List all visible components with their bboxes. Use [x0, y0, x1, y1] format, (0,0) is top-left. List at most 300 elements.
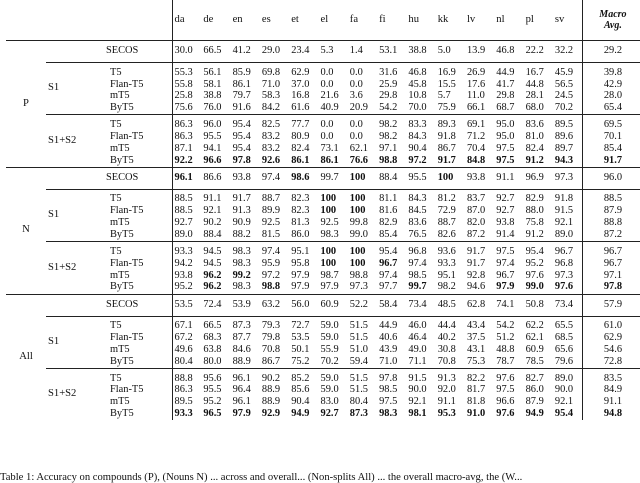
cell-value: 90.2 [261, 372, 281, 384]
cell-value: 50.1 [291, 343, 310, 355]
cell-value: 82.7 [525, 372, 544, 384]
cell-lv [465, 217, 494, 229]
cell-fa [348, 79, 377, 91]
cell-value: 11.0 [466, 90, 485, 102]
cell-fa [348, 115, 377, 131]
cell-value: 22.2 [525, 45, 544, 57]
cell-value: 61.0 [603, 320, 623, 332]
cell-macro-avg [582, 91, 640, 103]
cell-value: 72.8 [603, 355, 623, 367]
cell-value: 46.8 [496, 45, 515, 57]
cell-pl [524, 282, 553, 294]
cell-en [231, 408, 260, 420]
cell-fi [377, 91, 406, 103]
cell-value: 98.5 [408, 269, 427, 281]
cell-value: 71.0 [379, 355, 398, 367]
header-lang-hu: hu [406, 0, 435, 41]
cell-value: 65.6 [554, 343, 574, 355]
cell-fa [348, 189, 377, 205]
cell-value: 72.4 [203, 298, 222, 310]
cell-el [319, 103, 348, 115]
cell-el [319, 408, 348, 420]
cell-value: 99.0 [525, 281, 544, 293]
cell-kk [436, 385, 465, 397]
cell-value: 91.3 [437, 372, 456, 384]
cell-value: 60.9 [525, 343, 544, 355]
cell-value: 85.4 [379, 229, 398, 240]
cell-fi [377, 115, 406, 131]
cell-macro-avg [582, 217, 640, 229]
cell-value: 98.3 [379, 408, 398, 420]
cell-value: 92.5 [320, 217, 339, 229]
cell-da [172, 115, 201, 131]
cell-value: 16.9 [437, 66, 456, 78]
cell-hu [406, 397, 435, 409]
cell-value: 88.5 [174, 205, 193, 217]
cell-value: 30.0 [174, 45, 193, 57]
cell-hu [406, 79, 435, 91]
cell-et [289, 189, 318, 205]
cell-lv [465, 294, 494, 316]
cell-value: 81.3 [291, 217, 310, 229]
cell-el [319, 332, 348, 344]
cell-lv [465, 167, 494, 189]
cell-el [319, 79, 348, 91]
cell-et [289, 242, 318, 258]
cell-sv [553, 41, 582, 63]
cell-value: 0.0 [349, 119, 363, 131]
header-lang-lv: lv [465, 0, 494, 41]
cell-value: 88.2 [232, 229, 251, 240]
cell-value: 92.7 [320, 408, 339, 420]
cell-macro-avg [582, 131, 640, 143]
cell-el [319, 63, 348, 79]
cell-value: 83.7 [466, 193, 486, 205]
cell-en [231, 229, 260, 241]
cell-es [260, 206, 289, 218]
cell-value: 53.5 [174, 298, 193, 310]
cell-macro-avg [582, 356, 640, 368]
cell-value: 24.5 [554, 90, 574, 102]
cell-fa [348, 397, 377, 409]
cell-value: 97.2 [408, 154, 427, 166]
cell-sv [553, 103, 582, 115]
cell-value: 99.7 [320, 172, 339, 184]
table-row [6, 115, 640, 131]
cell-value: 94.6 [466, 281, 486, 293]
cell-value: 91.8 [554, 193, 574, 205]
cell-et [289, 155, 318, 167]
cell-value: 91.1 [437, 396, 456, 408]
table-row [6, 63, 640, 79]
cell-value: 95.1 [291, 245, 310, 257]
cell-nl [494, 270, 523, 282]
cell-value: 98.5 [379, 384, 398, 396]
subgroup-label: S1+S2 [46, 115, 106, 167]
cell-value: 45.8 [408, 78, 427, 90]
cell-value: 88.8 [174, 372, 193, 384]
cell-es [260, 344, 289, 356]
cell-value: 50.8 [525, 298, 544, 310]
cell-value: 97.5 [496, 142, 515, 154]
cell-es [260, 258, 289, 270]
cell-pl [524, 270, 553, 282]
cell-value: 97.4 [408, 257, 427, 269]
cell-et [289, 408, 318, 420]
cell-value: 88.9 [261, 396, 281, 408]
cell-value: 49.6 [174, 343, 193, 355]
cell-value: 89.0 [554, 372, 574, 384]
cell-fa [348, 143, 377, 155]
cell-et [289, 316, 318, 332]
cell-value: 97.6 [496, 408, 515, 420]
subgroup-blank [46, 167, 106, 189]
cell-value: 88.5 [174, 193, 193, 205]
cell-et [289, 385, 318, 397]
cell-nl [494, 332, 523, 344]
cell-value: 80.4 [349, 396, 368, 408]
cell-hu [406, 155, 435, 167]
cell-value: 92.7 [174, 217, 193, 229]
cell-pl [524, 143, 553, 155]
group-label: All [6, 294, 46, 420]
cell-value: 97.5 [379, 396, 398, 408]
cell-value: 97.9 [291, 269, 310, 281]
cell-value: 91.7 [603, 154, 623, 166]
cell-es [260, 408, 289, 420]
cell-en [231, 103, 260, 115]
cell-value: 0.0 [320, 119, 334, 131]
cell-value: 97.5 [496, 154, 515, 166]
cell-nl [494, 397, 523, 409]
cell-sv [553, 356, 582, 368]
cell-value: 88.7 [437, 217, 456, 229]
cell-lv [465, 155, 494, 167]
cell-value: 51.5 [349, 332, 368, 344]
model-name: mT5 [110, 343, 130, 355]
cell-value: 91.7 [232, 193, 251, 205]
cell-es [260, 79, 289, 91]
cell-da [172, 242, 201, 258]
cell-pl [524, 91, 553, 103]
header-lang-da: da [172, 0, 201, 41]
cell-value: 68.0 [525, 102, 544, 114]
cell-fa [348, 217, 377, 229]
cell-es [260, 103, 289, 115]
cell-value: 76.6 [349, 154, 368, 166]
cell-value: 75.6 [174, 102, 193, 114]
cell-pl [524, 115, 553, 131]
cell-sv [553, 258, 582, 270]
header-lang-de: de [201, 0, 230, 41]
cell-value: 58.1 [203, 78, 222, 90]
cell-es [260, 368, 289, 384]
cell-pl [524, 41, 553, 63]
cell-value: 26.9 [466, 66, 486, 78]
cell-value: 96.9 [525, 172, 544, 184]
cell-da [172, 103, 201, 115]
cell-nl [494, 131, 523, 143]
cell-lv [465, 115, 494, 131]
cell-macro-avg [582, 270, 640, 282]
header-lang-fa: fa [348, 0, 377, 41]
group-label: P [6, 41, 46, 168]
cell-value: 69.1 [466, 119, 486, 131]
cell-value: 95.2 [525, 257, 544, 269]
cell-value: 73.4 [408, 298, 427, 310]
cell-value: 86.3 [174, 384, 193, 396]
cell-da [172, 167, 201, 189]
cell-value: 88.9 [232, 355, 251, 367]
header-lang-nl: nl [494, 0, 523, 41]
cell-macro-avg [582, 294, 640, 316]
cell-kk [436, 344, 465, 356]
cell-fi [377, 356, 406, 368]
cell-da [172, 91, 201, 103]
cell-el [319, 155, 348, 167]
cell-value: 82.4 [525, 142, 544, 154]
cell-de [201, 131, 230, 143]
header-lang-pl: pl [524, 0, 553, 41]
cell-en [231, 294, 260, 316]
cell-value: 97.6 [554, 281, 574, 293]
cell-macro-avg [582, 242, 640, 258]
cell-lv [465, 242, 494, 258]
cell-hu [406, 332, 435, 344]
cell-value: 51.5 [349, 372, 368, 384]
cell-value: 44.9 [379, 320, 398, 332]
cell-en [231, 316, 260, 332]
cell-en [231, 115, 260, 131]
cell-da [172, 131, 201, 143]
cell-value: 82.6 [437, 229, 456, 240]
cell-value: 88.0 [525, 205, 544, 217]
cell-et [289, 115, 318, 131]
cell-value: 65.4 [603, 102, 623, 114]
model-name: T5 [106, 242, 172, 258]
cell-lv [465, 344, 494, 356]
cell-en [231, 344, 260, 356]
cell-fa [348, 258, 377, 270]
cell-value: 74.1 [496, 298, 515, 310]
cell-et [289, 356, 318, 368]
cell-value: 87.0 [466, 205, 486, 217]
cell-macro-avg [582, 143, 640, 155]
subgroup-label: S1 [46, 189, 106, 241]
cell-value: 70.2 [320, 355, 339, 367]
cell-hu [406, 242, 435, 258]
cell-value: 73.4 [554, 298, 574, 310]
cell-macro-avg [582, 103, 640, 115]
cell-en [231, 155, 260, 167]
cell-sv [553, 63, 582, 79]
cell-hu [406, 167, 435, 189]
cell-sv [553, 385, 582, 397]
cell-lv [465, 103, 494, 115]
cell-macro-avg [582, 258, 640, 270]
cell-es [260, 356, 289, 368]
cell-value: 80.0 [203, 355, 222, 367]
cell-el [319, 189, 348, 205]
cell-value: 62.1 [349, 142, 368, 154]
cell-lv [465, 270, 494, 282]
model-name: T5 [106, 316, 172, 332]
cell-value: 45.9 [554, 66, 574, 78]
cell-value: 43.4 [466, 320, 486, 332]
cell-value: 92.7 [496, 205, 515, 217]
cell-value: 90.4 [291, 396, 310, 408]
cell-en [231, 41, 260, 63]
subgroup-blank [46, 294, 106, 316]
cell-value: 91.1 [603, 396, 623, 408]
cell-macro-avg [582, 397, 640, 409]
cell-value: 68.5 [554, 332, 574, 344]
cell-value: 95.3 [437, 408, 456, 420]
model-name: SECOS [106, 41, 172, 63]
cell-value: 91.5 [408, 372, 427, 384]
cell-es [260, 229, 289, 241]
cell-kk [436, 217, 465, 229]
cell-lv [465, 408, 494, 420]
cell-lv [465, 397, 494, 409]
cell-pl [524, 229, 553, 241]
cell-value: 93.8 [496, 217, 515, 229]
cell-de [201, 385, 230, 397]
cell-kk [436, 282, 465, 294]
cell-value: 59.0 [320, 320, 339, 332]
model-name: mT5 [110, 396, 130, 408]
cell-sv [553, 270, 582, 282]
cell-value: 75.2 [291, 355, 310, 367]
cell-value: 5.3 [320, 45, 334, 57]
cell-value: 79.6 [554, 355, 574, 367]
cell-value: 95.9 [261, 257, 281, 269]
cell-macro-avg [582, 408, 640, 420]
cell-value: 93.8 [466, 172, 486, 184]
cell-value: 83.6 [408, 217, 427, 229]
cell-value: 91.7 [466, 257, 486, 269]
cell-hu [406, 385, 435, 397]
cell-value: 75.9 [437, 102, 456, 114]
cell-value: 82.3 [291, 205, 310, 217]
cell-el [319, 217, 348, 229]
cell-value: 97.9 [496, 281, 515, 293]
cell-fi [377, 189, 406, 205]
cell-value: 32.2 [554, 45, 574, 57]
cell-hu [406, 282, 435, 294]
cell-da [172, 79, 201, 91]
cell-sv [553, 155, 582, 167]
cell-value: 97.4 [261, 172, 281, 184]
cell-value: 10.8 [408, 90, 427, 102]
model-name: mT5 [110, 217, 130, 229]
cell-value: 82.9 [379, 217, 398, 229]
cell-value: 100 [320, 205, 337, 217]
cell-nl [494, 79, 523, 91]
cell-value: 96.6 [203, 154, 222, 166]
cell-en [231, 332, 260, 344]
header-macro-line2: Avg. [603, 20, 622, 31]
model-name: T5 [106, 115, 172, 131]
cell-value: 95.0 [496, 130, 515, 142]
cell-value: 89.9 [261, 205, 281, 217]
cell-value: 70.2 [554, 102, 574, 114]
cell-es [260, 143, 289, 155]
cell-value: 82.4 [291, 142, 310, 154]
cell-value: 86.1 [232, 78, 251, 90]
cell-el [319, 91, 348, 103]
cell-value: 95.1 [437, 269, 456, 281]
cell-value: 40.2 [437, 332, 456, 344]
cell-value: 23.4 [291, 45, 310, 57]
cell-el [319, 397, 348, 409]
cell-value: 51.5 [349, 320, 368, 332]
cell-pl [524, 79, 553, 91]
cell-fi [377, 63, 406, 79]
cell-da [172, 294, 201, 316]
cell-value: 89.0 [554, 229, 574, 240]
cell-value: 85.9 [232, 66, 251, 78]
cell-et [289, 143, 318, 155]
cell-value: 41.7 [496, 78, 515, 90]
cell-sv [553, 206, 582, 218]
cell-da [172, 332, 201, 344]
cell-value: 82.9 [525, 193, 544, 205]
cell-kk [436, 408, 465, 420]
cell-et [289, 258, 318, 270]
subgroup-label: S1 [46, 316, 106, 368]
cell-value: 44.9 [496, 66, 515, 78]
cell-nl [494, 155, 523, 167]
cell-value: 96.8 [408, 245, 427, 257]
cell-es [260, 41, 289, 63]
cell-sv [553, 316, 582, 332]
cell-value: 92.0 [437, 384, 456, 396]
cell-kk [436, 270, 465, 282]
cell-value: 31.6 [379, 66, 398, 78]
cell-value: 70.0 [408, 102, 427, 114]
cell-fi [377, 131, 406, 143]
cell-fa [348, 294, 377, 316]
cell-lv [465, 91, 494, 103]
cell-et [289, 368, 318, 384]
cell-value: 94.8 [603, 408, 623, 420]
cell-sv [553, 189, 582, 205]
cell-value: 63.8 [203, 343, 222, 355]
cell-fa [348, 63, 377, 79]
cell-el [319, 270, 348, 282]
cell-value: 67.2 [174, 332, 193, 344]
table-row [6, 189, 640, 205]
cell-value: 87.2 [466, 229, 486, 240]
cell-value: 67.1 [174, 320, 193, 332]
cell-kk [436, 332, 465, 344]
cell-value: 96.0 [603, 172, 623, 184]
cell-pl [524, 368, 553, 384]
cell-pl [524, 189, 553, 205]
cell-value: 100 [349, 205, 366, 217]
cell-value: 85.2 [291, 372, 310, 384]
cell-el [319, 282, 348, 294]
cell-value: 96.7 [379, 257, 398, 269]
cell-value: 96.6 [496, 396, 515, 408]
cell-fi [377, 408, 406, 420]
cell-value: 76.5 [408, 229, 427, 240]
cell-nl [494, 316, 523, 332]
cell-nl [494, 344, 523, 356]
model-name: mT5 [110, 90, 130, 102]
cell-value: 86.3 [174, 130, 193, 142]
